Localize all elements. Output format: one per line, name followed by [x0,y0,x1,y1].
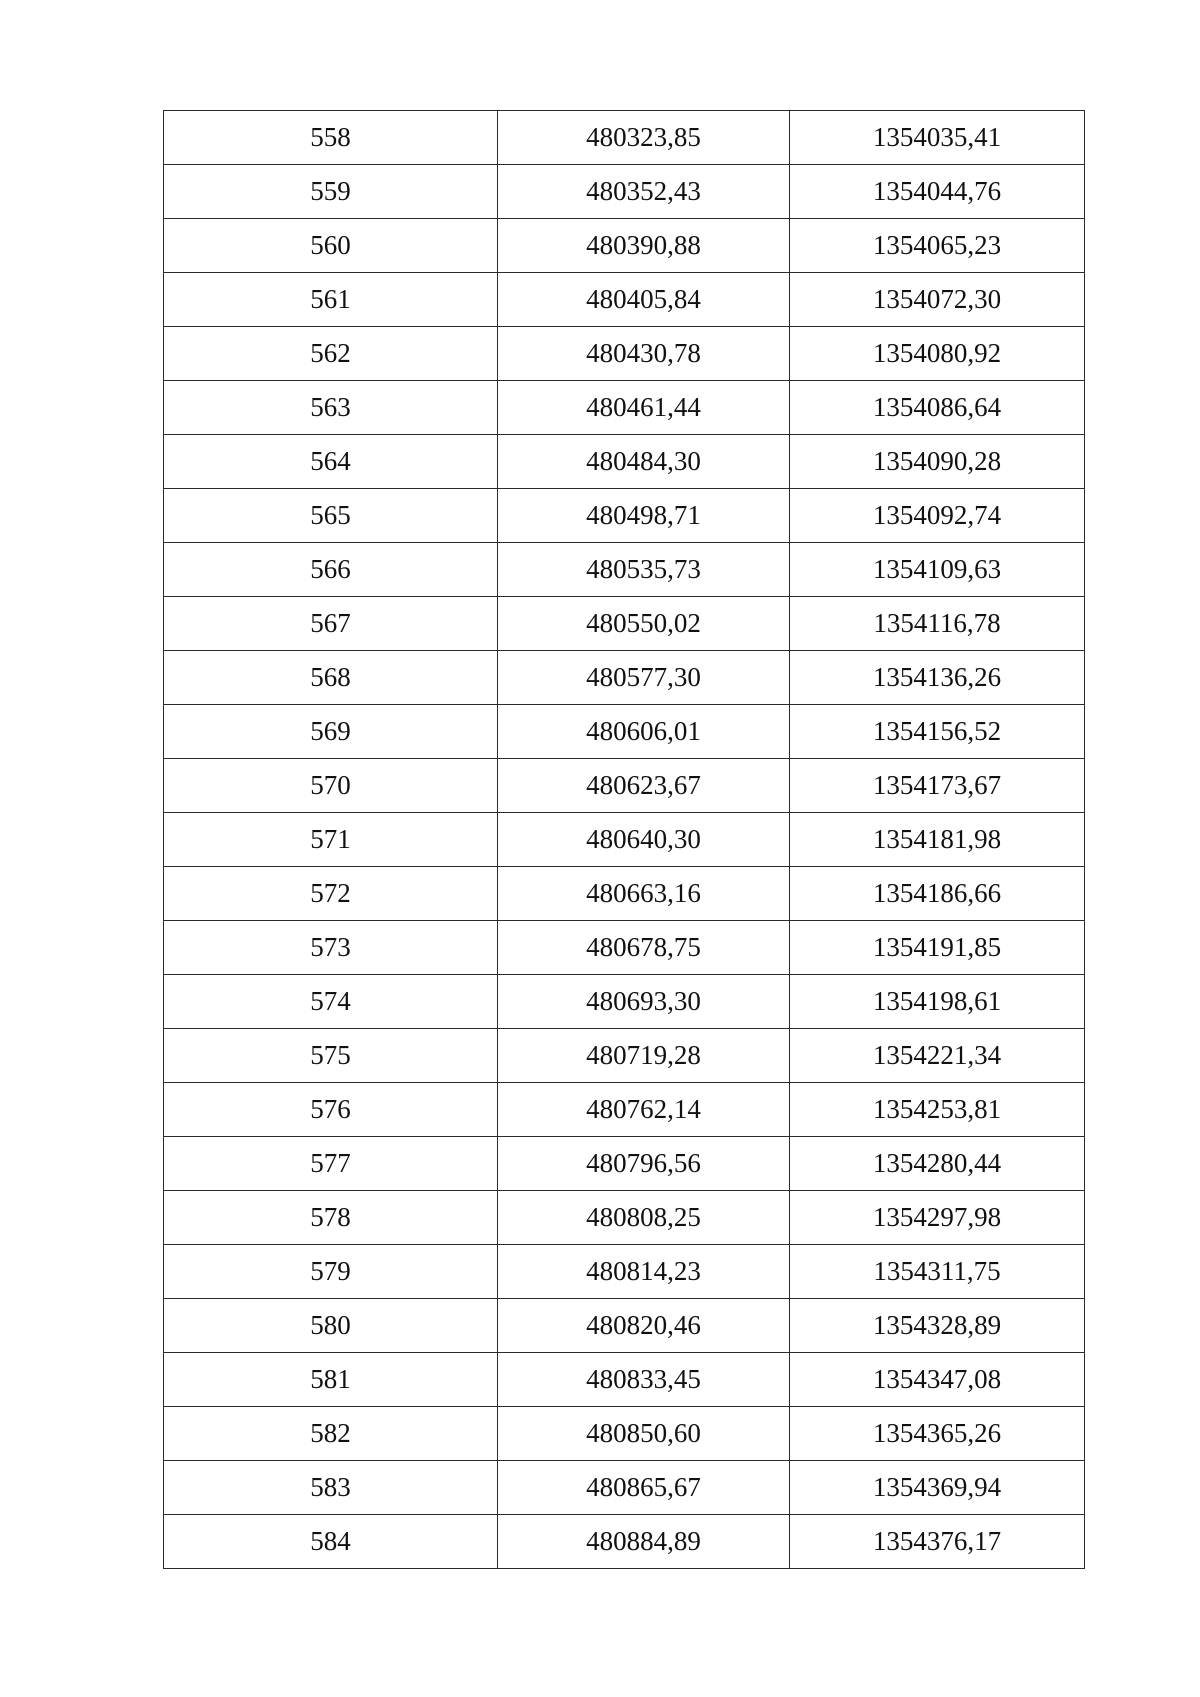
y-coordinate-cell: 1354181,98 [790,813,1085,867]
table-row [164,381,1085,435]
table-row [164,705,1085,759]
table-row [164,111,1085,165]
table-row [164,219,1085,273]
table-row [164,759,1085,813]
x-coordinate-cell: 480623,67 [498,759,790,813]
point-number-cell: 569 [164,705,498,759]
y-coordinate-cell: 1354086,64 [790,381,1085,435]
x-coordinate-cell: 480498,71 [498,489,790,543]
table-row [164,1029,1085,1083]
point-number-cell: 564 [164,435,498,489]
y-coordinate-cell: 1354365,26 [790,1407,1085,1461]
x-coordinate-cell: 480719,28 [498,1029,790,1083]
x-coordinate-cell: 480640,30 [498,813,790,867]
y-coordinate-cell: 1354186,66 [790,867,1085,921]
y-coordinate-cell: 1354072,30 [790,273,1085,327]
y-coordinate-cell: 1354092,74 [790,489,1085,543]
point-number-cell: 560 [164,219,498,273]
x-coordinate-cell: 480606,01 [498,705,790,759]
table-row [164,1407,1085,1461]
y-coordinate-cell: 1354173,67 [790,759,1085,813]
table-row [164,1461,1085,1515]
y-coordinate-cell: 1354156,52 [790,705,1085,759]
table-row [164,273,1085,327]
table-row [164,1137,1085,1191]
table-row [164,1299,1085,1353]
x-coordinate-cell: 480808,25 [498,1191,790,1245]
x-coordinate-cell: 480850,60 [498,1407,790,1461]
table-row [164,597,1085,651]
table-row [164,435,1085,489]
point-number-cell: 563 [164,381,498,435]
y-coordinate-cell: 1354369,94 [790,1461,1085,1515]
y-coordinate-cell: 1354065,23 [790,219,1085,273]
table-row [164,867,1085,921]
point-number-cell: 570 [164,759,498,813]
y-coordinate-cell: 1354080,92 [790,327,1085,381]
x-coordinate-cell: 480820,46 [498,1299,790,1353]
table-row [164,921,1085,975]
y-coordinate-cell: 1354297,98 [790,1191,1085,1245]
x-coordinate-cell: 480535,73 [498,543,790,597]
point-number-cell: 565 [164,489,498,543]
table-row [164,1353,1085,1407]
y-coordinate-cell: 1354253,81 [790,1083,1085,1137]
point-number-cell: 577 [164,1137,498,1191]
x-coordinate-cell: 480323,85 [498,111,790,165]
coordinates-table [163,110,1085,1569]
point-number-cell: 584 [164,1515,498,1569]
x-coordinate-cell: 480484,30 [498,435,790,489]
point-number-cell: 558 [164,111,498,165]
table-row [164,165,1085,219]
table-row [164,543,1085,597]
table-row [164,489,1085,543]
y-coordinate-cell: 1354328,89 [790,1299,1085,1353]
table-row [164,327,1085,381]
y-coordinate-cell: 1354280,44 [790,1137,1085,1191]
point-number-cell: 566 [164,543,498,597]
y-coordinate-cell: 1354198,61 [790,975,1085,1029]
point-number-cell: 574 [164,975,498,1029]
y-coordinate-cell: 1354136,26 [790,651,1085,705]
y-coordinate-cell: 1354109,63 [790,543,1085,597]
y-coordinate-cell: 1354311,75 [790,1245,1085,1299]
point-number-cell: 578 [164,1191,498,1245]
x-coordinate-cell: 480693,30 [498,975,790,1029]
x-coordinate-cell: 480796,56 [498,1137,790,1191]
point-number-cell: 571 [164,813,498,867]
table-row [164,813,1085,867]
x-coordinate-cell: 480461,44 [498,381,790,435]
x-coordinate-cell: 480762,14 [498,1083,790,1137]
x-coordinate-cell: 480663,16 [498,867,790,921]
point-number-cell: 580 [164,1299,498,1353]
x-coordinate-cell: 480390,88 [498,219,790,273]
point-number-cell: 573 [164,921,498,975]
table-row [164,651,1085,705]
x-coordinate-cell: 480430,78 [498,327,790,381]
point-number-cell: 575 [164,1029,498,1083]
x-coordinate-cell: 480352,43 [498,165,790,219]
x-coordinate-cell: 480814,23 [498,1245,790,1299]
point-number-cell: 568 [164,651,498,705]
x-coordinate-cell: 480884,89 [498,1515,790,1569]
x-coordinate-cell: 480833,45 [498,1353,790,1407]
point-number-cell: 583 [164,1461,498,1515]
point-number-cell: 572 [164,867,498,921]
table-row [164,1245,1085,1299]
point-number-cell: 567 [164,597,498,651]
point-number-cell: 576 [164,1083,498,1137]
table-row [164,1515,1085,1569]
coordinates-table-body [164,111,1085,1569]
x-coordinate-cell: 480550,02 [498,597,790,651]
y-coordinate-cell: 1354090,28 [790,435,1085,489]
point-number-cell: 579 [164,1245,498,1299]
table-row [164,975,1085,1029]
x-coordinate-cell: 480405,84 [498,273,790,327]
y-coordinate-cell: 1354116,78 [790,597,1085,651]
point-number-cell: 562 [164,327,498,381]
point-number-cell: 582 [164,1407,498,1461]
x-coordinate-cell: 480865,67 [498,1461,790,1515]
y-coordinate-cell: 1354376,17 [790,1515,1085,1569]
y-coordinate-cell: 1354035,41 [790,111,1085,165]
point-number-cell: 559 [164,165,498,219]
table-row [164,1083,1085,1137]
y-coordinate-cell: 1354044,76 [790,165,1085,219]
y-coordinate-cell: 1354191,85 [790,921,1085,975]
x-coordinate-cell: 480678,75 [498,921,790,975]
y-coordinate-cell: 1354347,08 [790,1353,1085,1407]
x-coordinate-cell: 480577,30 [498,651,790,705]
y-coordinate-cell: 1354221,34 [790,1029,1085,1083]
table-row [164,1191,1085,1245]
point-number-cell: 581 [164,1353,498,1407]
point-number-cell: 561 [164,273,498,327]
